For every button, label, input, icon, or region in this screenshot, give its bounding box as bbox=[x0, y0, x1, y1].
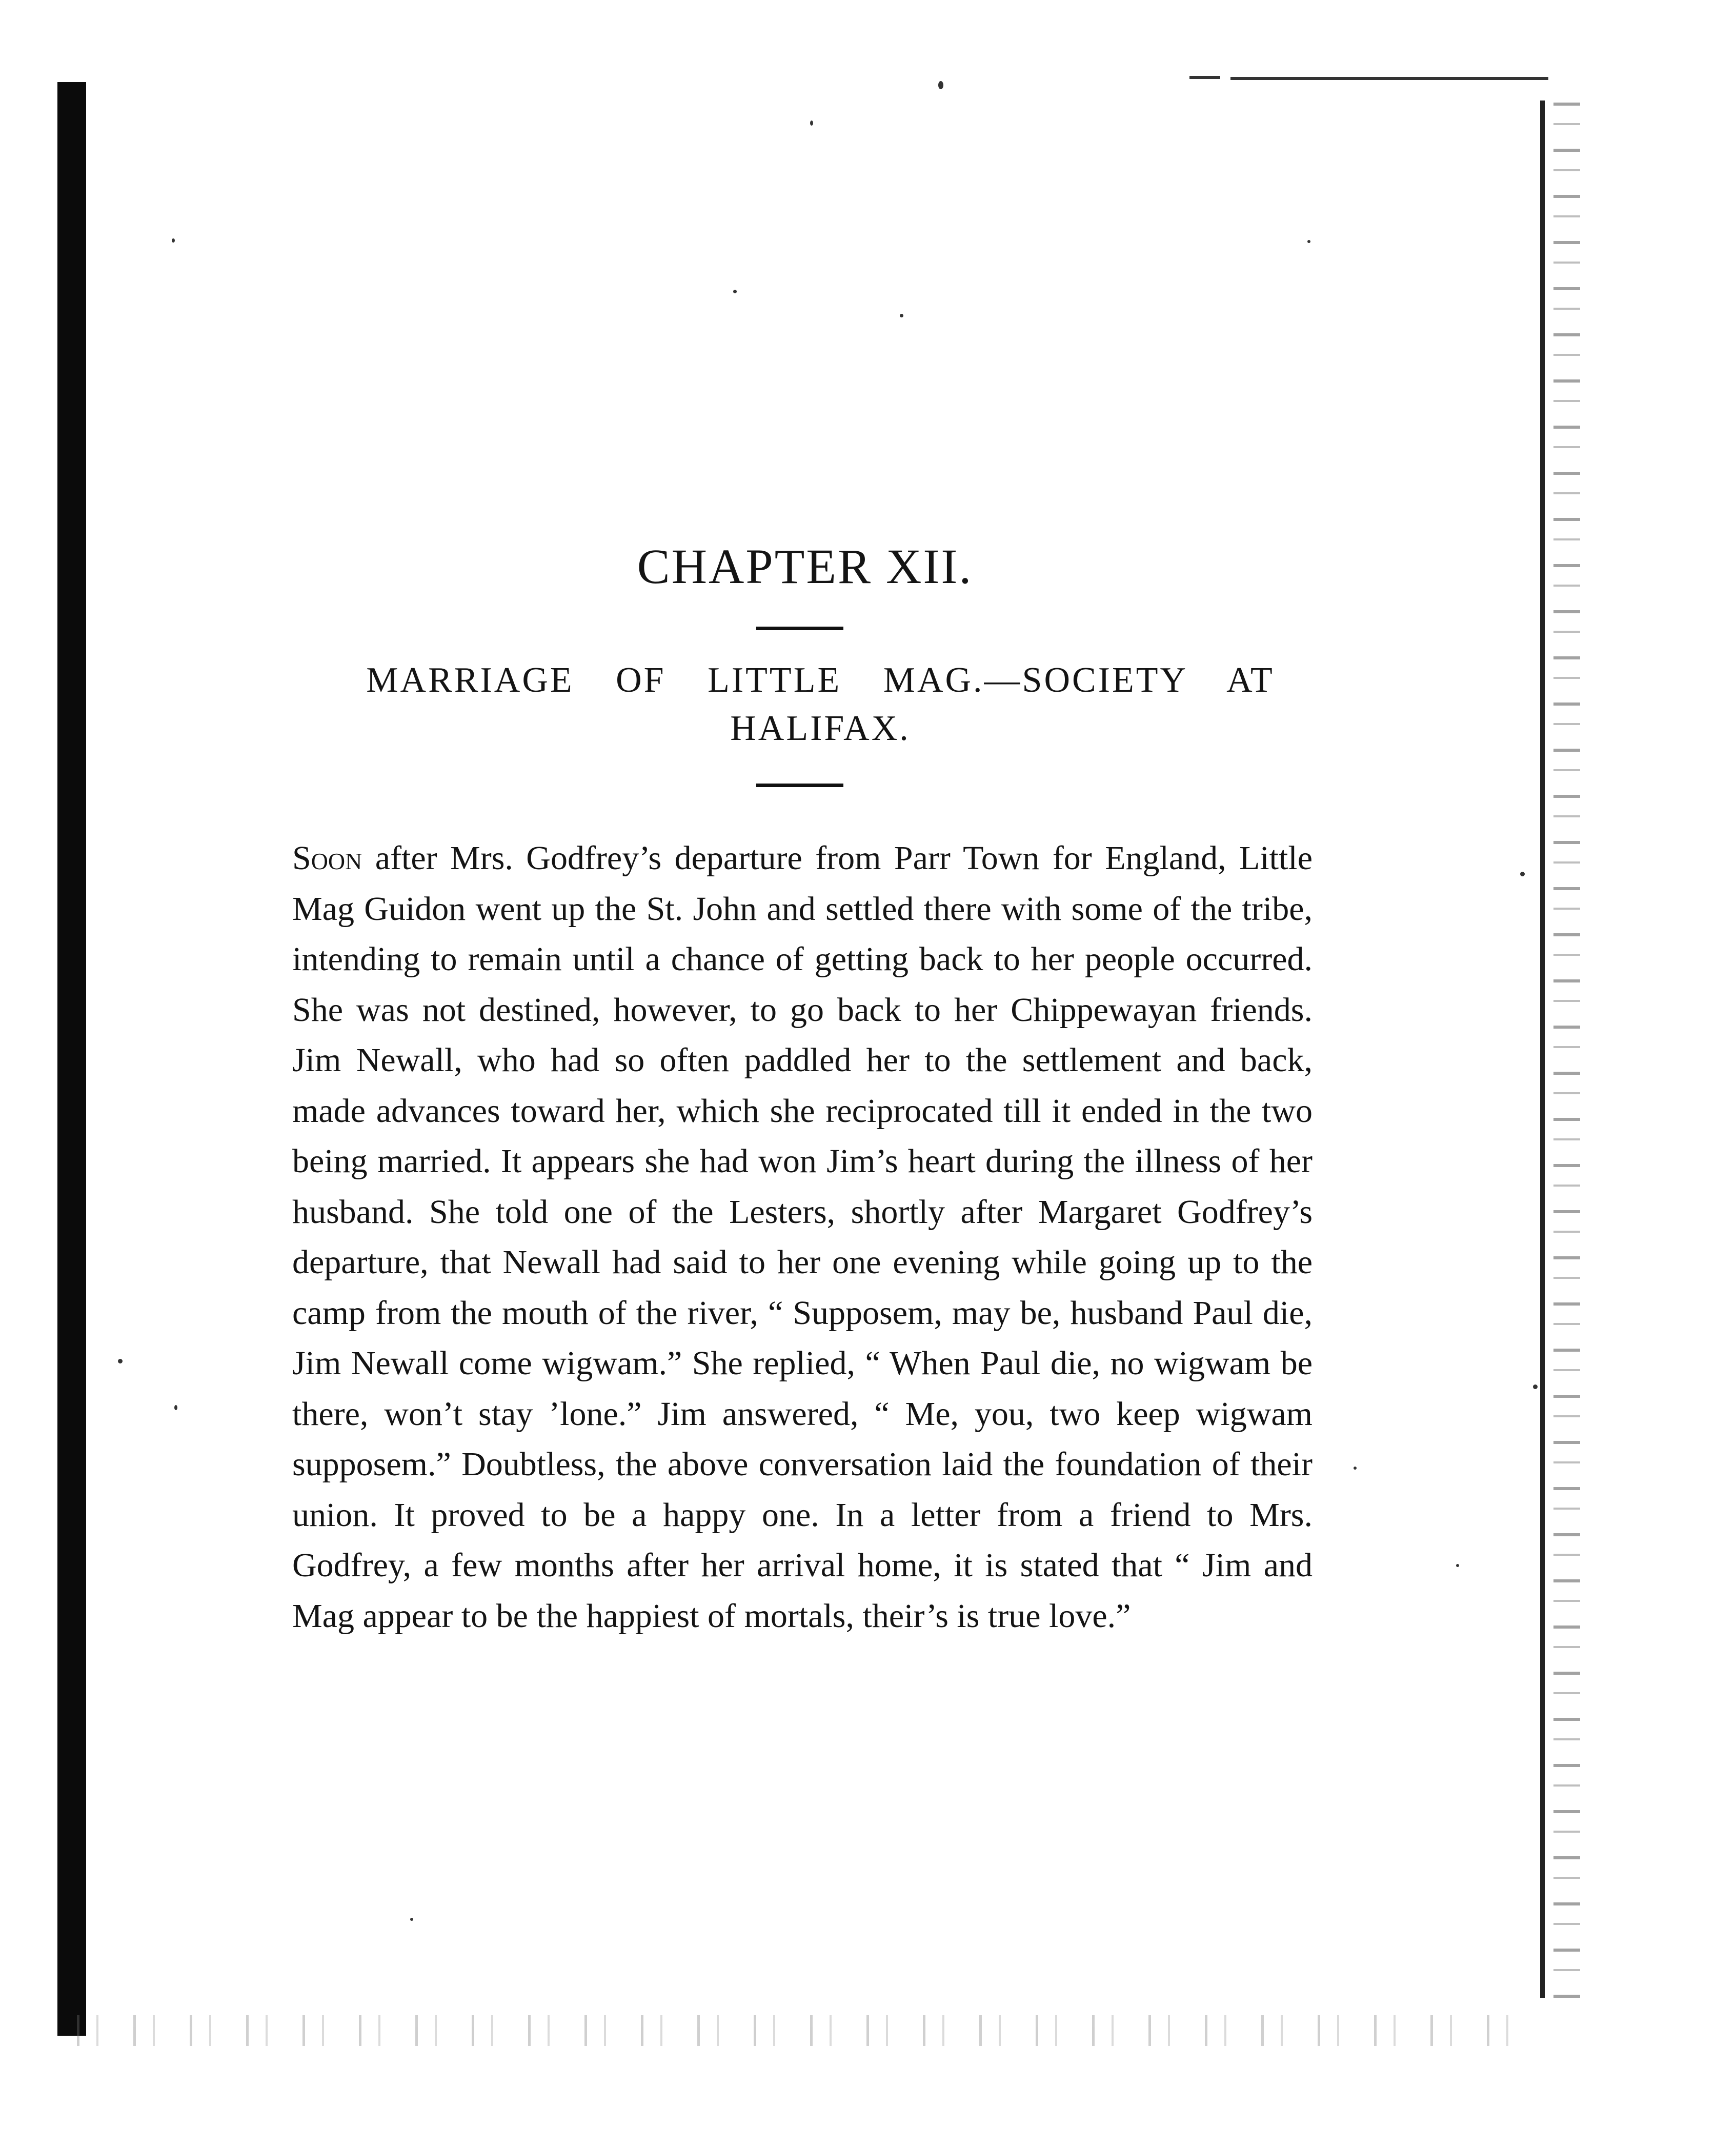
paragraph-text: after Mrs. Godfrey’s departure from Parr Town for England, Little Mag Guidon went up the St. John and settled there with some of the tribe, intending to remain until a chance of getting back to her people occurred. She was not destined, however, to go back to her Chippewayan friends. Jim Newall, who had so often paddled her to the settlement and back, made advances toward her, which she reciprocated till it ended in the two being married. It appears she had won Jim’s heart during the illness of her husband. She told one of the Lesters, shortly after Margaret Godfrey’s departure, that Newall had said to her one evening while going up to the camp from the mouth of the river, “ Supposem, may be, husband Paul die, Jim Newall come wigwam.” She replied, “ When Paul die, no wigwam be there, won’t stay ’lone.” Jim answered, “ Me, you, two keep wigwam supposem.” Doubtless, the above conversation laid the foundation of their union. It proved to be a happy one. In a letter from a friend to Mrs. Godfrey, a few months after her arrival home, it is stated that “ Jim and Mag appear to be the happiest of mortals, their’s is true love.” bbox=[292, 839, 1313, 1635]
scan-speck bbox=[1354, 1467, 1357, 1470]
scan-speck bbox=[1520, 872, 1525, 876]
scan-speck bbox=[172, 238, 175, 243]
scan-speck bbox=[174, 1405, 177, 1410]
scan-speck bbox=[410, 1918, 413, 1921]
chapter-subtitle: MARRIAGE OF LITTLE MAG.—SOCIETY AT HALIFAX. bbox=[366, 660, 1275, 748]
scan-speck bbox=[810, 121, 813, 126]
body-paragraph bbox=[292, 833, 1313, 1641]
scan-speck bbox=[1456, 1564, 1459, 1567]
chapter-heading: CHAPTER XII. bbox=[637, 539, 973, 594]
scan-speck bbox=[733, 290, 737, 293]
opening-word: Soon bbox=[292, 839, 362, 877]
scan-left-edge bbox=[57, 82, 86, 2036]
scan-top-rule bbox=[1230, 77, 1548, 80]
scan-right-edge bbox=[1540, 101, 1545, 1998]
scan-speck bbox=[1307, 240, 1310, 243]
scan-speck bbox=[938, 81, 943, 89]
subtitle-divider bbox=[756, 784, 843, 787]
heading-divider bbox=[756, 627, 843, 630]
scan-bottom-noise bbox=[77, 2015, 1543, 2046]
scan-speck bbox=[900, 314, 903, 317]
scan-speck bbox=[1533, 1384, 1538, 1389]
scan-speck bbox=[118, 1359, 123, 1363]
scan-top-dash bbox=[1189, 76, 1220, 79]
scan-right-speckle bbox=[1553, 103, 1580, 2010]
